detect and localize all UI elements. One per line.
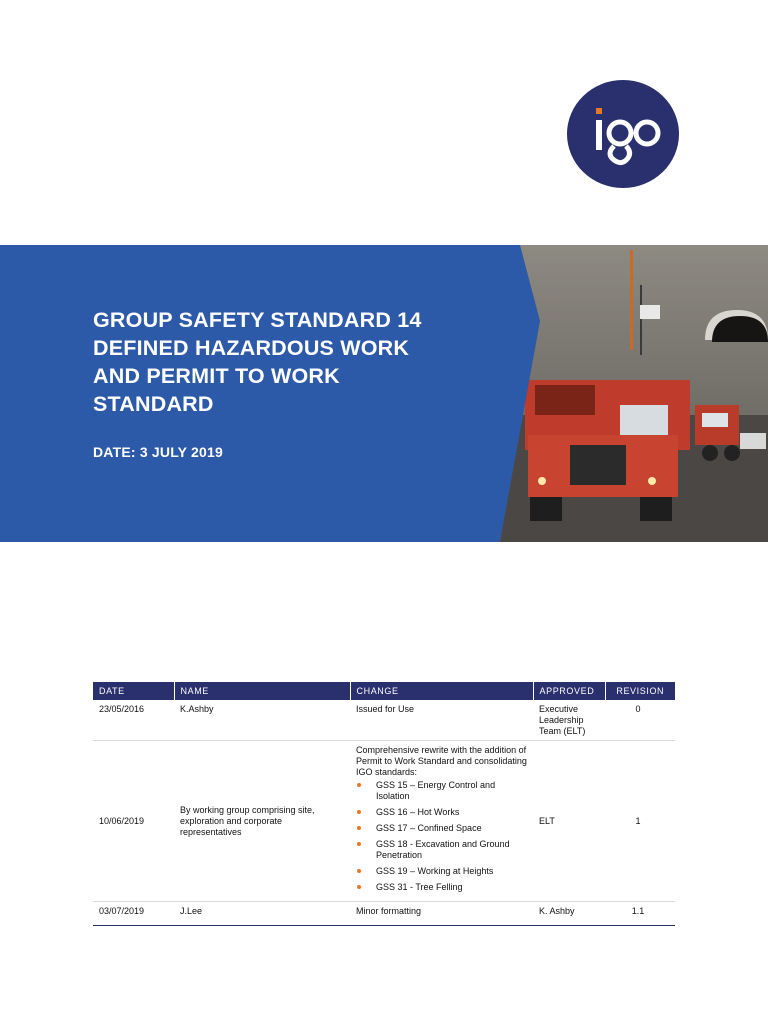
cell-change: Issued for Use [350,700,533,741]
change-description: Comprehensive rewrite with the addition of Permit to Work Standard and consolidating IGO standards: [356,745,527,777]
cell-date: 03/07/2019 [93,902,174,926]
header-revision: REVISION [605,682,675,700]
cell-date: 23/05/2016 [93,700,174,741]
bullet-icon [357,783,361,787]
table-row [93,902,675,926]
list-item: GSS 19 – Working at Heights [356,866,529,877]
table-row [93,741,675,902]
bullet-icon [357,885,361,889]
list-item: GSS 16 – Hot Works [356,807,529,818]
cell-revision: 1 [605,741,675,902]
cell-change [350,741,533,902]
header-date: DATE [93,682,174,700]
list-item: GSS 18 - Excavation and Ground Penetration [356,839,529,861]
bullet-icon [357,842,361,846]
cell-approved: K. Ashby [533,902,605,926]
header-approved: APPROVED [533,682,605,700]
cell-date: 10/06/2019 [93,741,174,902]
title-line-3: AND PERMIT TO WORK [93,364,340,388]
header-change: CHANGE [350,682,533,700]
document-title [93,306,513,418]
igo-logo-mark [567,80,679,188]
cell-name: By working group comprising site, exploration and corporate representatives [174,741,350,902]
title-line-4: STANDARD [93,392,214,416]
table-header-row [93,682,675,700]
list-item: GSS 31 - Tree Felling [356,882,529,893]
standards-list [356,780,529,893]
document-date: DATE: 3 JULY 2019 [93,444,223,460]
list-item: GSS 15 – Energy Control and Isolation [356,780,529,802]
bullet-icon [357,826,361,830]
cell-change: Minor formatting [350,902,533,926]
cell-revision: 1.1 [605,902,675,926]
cell-approved: Executive Leadership Team (ELT) [533,700,605,741]
cell-name: J.Lee [174,902,350,926]
cell-name: K.Ashby [174,700,350,741]
table-row [93,700,675,741]
bullet-icon [357,869,361,873]
header-name: NAME [174,682,350,700]
cell-revision: 0 [605,700,675,741]
revision-history-table [93,682,675,926]
bullet-icon [357,810,361,814]
cell-approved: ELT [533,741,605,902]
title-line-2: DEFINED HAZARDOUS WORK [93,336,410,360]
igo-logo [567,80,679,188]
logo-dot [596,108,602,114]
title-line-1: GROUP SAFETY STANDARD 14 [93,308,422,332]
list-item: GSS 17 – Confined Space [356,823,529,834]
